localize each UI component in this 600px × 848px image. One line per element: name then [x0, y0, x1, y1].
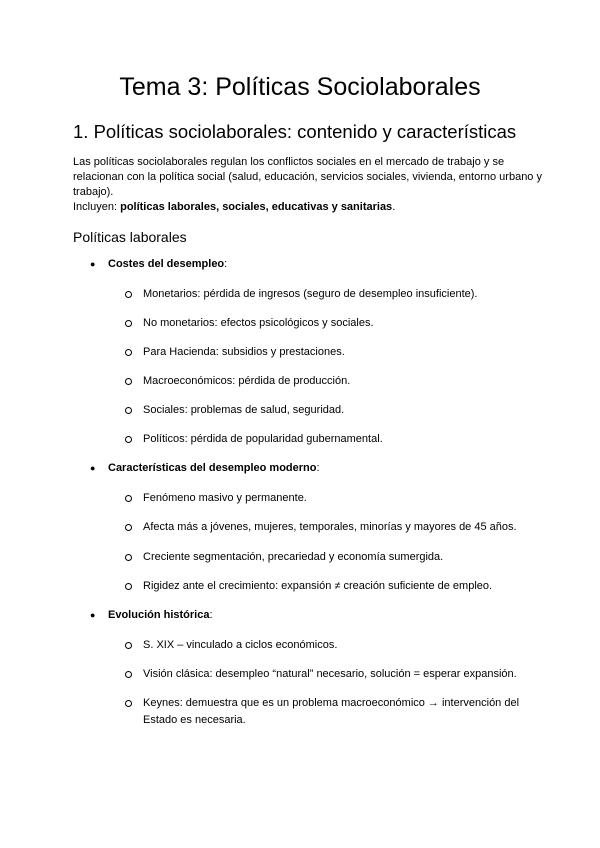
- circle-bullet-icon: [125, 554, 132, 561]
- circle-bullet-icon: [125, 407, 132, 414]
- list-item: [125, 373, 535, 390]
- group-heading: Evolución histórica: [108, 609, 210, 621]
- list-item: [125, 549, 535, 566]
- list-item: [125, 695, 535, 729]
- list-item: [125, 578, 535, 595]
- circle-bullet-icon: [125, 583, 132, 590]
- list-item: [125, 315, 535, 332]
- bullet-icon: ●: [90, 610, 96, 620]
- list-item: [125, 666, 535, 683]
- list-item-text: No monetarios: efectos psicológicos y sociales.: [143, 317, 374, 329]
- section-heading: 1. Políticas sociolaborales: contenido y características: [73, 121, 517, 142]
- colon: :: [209, 609, 213, 621]
- includes-prefix: Incluyen:: [73, 201, 121, 213]
- list-item-caracteristicas-desempleo: [90, 461, 320, 476]
- circle-bullet-icon: [125, 436, 132, 443]
- page-title: Tema 3: Políticas Sociolaborales: [119, 73, 481, 101]
- list-item-text: Keynes: demuestra que es un problema macroeconómico → intervención del Estado es necesaria.: [143, 697, 520, 726]
- list-item-text: Monetarios: pérdida de ingresos (seguro de desempleo insuficiente).: [143, 288, 478, 300]
- list-item-text: Sociales: problemas de salud, seguridad.: [143, 404, 345, 416]
- intro-paragraph: Las políticas sociolaborales regulan los conflictos sociales en el mercado de trabajo y se relacionan con la política social (salud, educación, servicios sociales, vivienda, entorno urbano y trabajo).: [73, 156, 542, 198]
- colon: :: [224, 258, 228, 270]
- circle-bullet-icon: [125, 349, 132, 356]
- list-item-text: Para Hacienda: subsidios y prestaciones.: [143, 346, 345, 358]
- list-item: [125, 431, 535, 448]
- list-item-text: Afecta más a jóvenes, mujeres, temporales, minorías y mayores de 45 años.: [143, 521, 517, 533]
- intro-block: [73, 155, 543, 215]
- list-item: [125, 519, 535, 536]
- bullet-icon: ●: [90, 463, 96, 473]
- list-item-text: Visión clásica: desempleo “natural” necesario, solución = esperar expansión.: [143, 668, 517, 680]
- list-item-text: Macroeconómicos: pérdida de producción.: [143, 375, 351, 387]
- circle-bullet-icon: [125, 495, 132, 502]
- list-item-costes-desempleo: [90, 257, 227, 272]
- list-item: [125, 637, 535, 654]
- includes-suffix: .: [392, 201, 396, 213]
- circle-bullet-icon: [125, 700, 132, 707]
- list-item-text: S. XIX – vinculado a ciclos económicos.: [143, 639, 338, 651]
- circle-bullet-icon: [125, 320, 132, 327]
- colon: :: [316, 462, 320, 474]
- subsection-heading: Políticas laborales: [73, 229, 187, 245]
- list-item-text: Rigidez ante el crecimiento: expansión ≠ creación suficiente de empleo.: [143, 580, 493, 592]
- list-item-evolucion-historica: [90, 608, 213, 623]
- list-item: [125, 402, 535, 419]
- circle-bullet-icon: [125, 378, 132, 385]
- list-item-text: Creciente segmentación, precariedad y economía sumergida.: [143, 551, 444, 563]
- group-heading: Características del desempleo moderno: [108, 462, 317, 474]
- intro-includes: [73, 200, 543, 215]
- list-item-text: Políticos: pérdida de popularidad gubernamental.: [143, 433, 383, 445]
- includes-bold: políticas laborales, sociales, educativas y sanitarias: [120, 201, 393, 213]
- list-item: [125, 344, 535, 361]
- list-item: [125, 286, 535, 303]
- bullet-icon: ●: [90, 259, 96, 269]
- list-item-text: Fenómeno masivo y permanente.: [143, 492, 307, 504]
- list-item: [125, 490, 535, 507]
- group-heading: Costes del desempleo: [108, 258, 225, 270]
- circle-bullet-icon: [125, 642, 132, 649]
- circle-bullet-icon: [125, 671, 132, 678]
- circle-bullet-icon: [125, 524, 132, 531]
- circle-bullet-icon: [125, 291, 132, 298]
